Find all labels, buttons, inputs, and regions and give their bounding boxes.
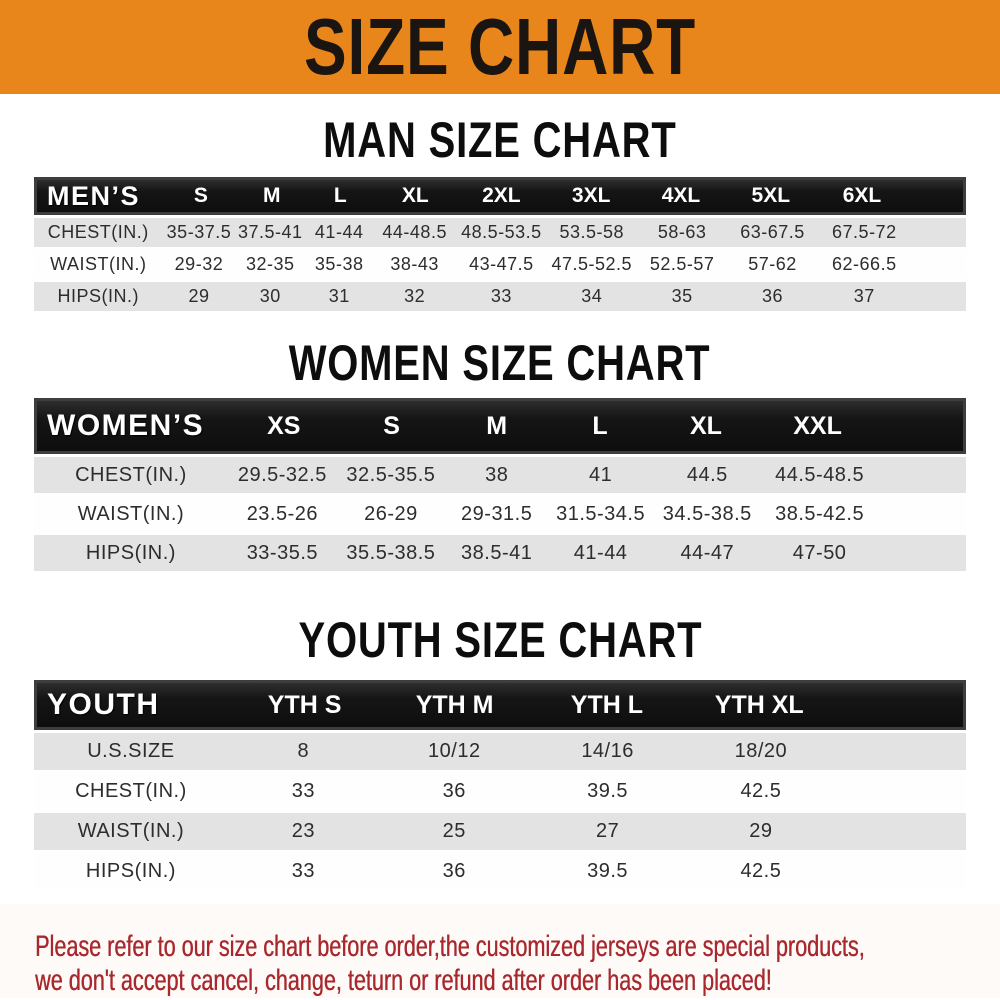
women-section-heading-text: WOMEN SIZE CHART xyxy=(289,335,711,391)
size-value-cell: 36 xyxy=(762,286,784,306)
size-value-cell: 38 xyxy=(485,463,509,486)
size-value-cell: 42.5 xyxy=(740,780,782,802)
table-row xyxy=(34,813,966,850)
size-value-cell: 25 xyxy=(442,820,466,842)
size-value-cell: 23 xyxy=(291,820,315,842)
size-value-cell: 29.5-32.5 xyxy=(237,463,327,486)
size-column-header: 4XL xyxy=(661,184,701,207)
size-value-cell: 8 xyxy=(297,740,310,762)
table-header-row xyxy=(34,177,966,215)
women-section-heading xyxy=(0,311,1000,391)
size-value-cell: 32-35 xyxy=(245,254,295,274)
size-value-cell: 29 xyxy=(749,820,773,842)
size-value-cell: 18/20 xyxy=(734,740,788,762)
row-label: CHEST(IN.) xyxy=(47,222,149,242)
row-label: WAIST(IN.) xyxy=(50,254,147,274)
size-column-header: 5XL xyxy=(751,184,791,207)
size-column-header: YTH L xyxy=(570,690,644,719)
size-column-header: S xyxy=(193,184,208,207)
size-value-cell: 32 xyxy=(404,286,426,306)
row-label: CHEST(IN.) xyxy=(75,463,187,486)
size-value-cell: 37 xyxy=(853,286,875,306)
table-header-row xyxy=(34,680,966,730)
size-value-cell: 31 xyxy=(328,286,350,306)
size-value-cell: 38-43 xyxy=(390,254,439,274)
row-label: WAIST(IN.) xyxy=(77,502,185,525)
size-value-cell: 42.5 xyxy=(740,860,782,882)
table-group-label: WOMEN’S xyxy=(47,409,205,442)
size-column-header: S xyxy=(383,411,400,440)
size-chart-banner xyxy=(0,0,1000,94)
banner-title: SIZE CHART xyxy=(304,2,696,91)
table-row xyxy=(34,535,966,571)
table-row xyxy=(34,218,966,247)
size-value-cell: 36 xyxy=(442,780,466,802)
size-value-cell: 44.5 xyxy=(686,463,728,486)
size-column-header: YTH S xyxy=(267,690,342,719)
row-label: HIPS(IN.) xyxy=(57,286,140,306)
table-row xyxy=(34,853,966,890)
size-value-cell: 14/16 xyxy=(581,740,634,762)
size-value-cell: 53.5-58 xyxy=(559,222,625,242)
table-group-label: YOUTH xyxy=(47,688,160,721)
size-value-cell: 44-48.5 xyxy=(382,222,447,242)
youth-section-heading xyxy=(0,571,1000,668)
youth-size-table xyxy=(34,680,966,890)
size-value-cell: 39.5 xyxy=(587,860,629,882)
size-column-header: 3XL xyxy=(571,184,611,207)
size-column-header: XS xyxy=(267,411,301,440)
size-column-header: M xyxy=(262,184,281,207)
size-column-header: 6XL xyxy=(842,184,882,207)
size-value-cell: 34.5-38.5 xyxy=(662,502,752,525)
row-label: HIPS(IN.) xyxy=(85,541,176,564)
footer-line-2 xyxy=(35,964,1000,998)
man-section-heading xyxy=(0,94,1000,168)
size-value-cell: 67.5-72 xyxy=(832,222,897,242)
size-column-header: L xyxy=(592,411,608,440)
youth-section-heading-text: YOUTH SIZE CHART xyxy=(298,612,702,668)
row-label: CHEST(IN.) xyxy=(75,780,187,802)
women-size-section xyxy=(0,311,1000,571)
size-value-cell: 62-66.5 xyxy=(832,254,897,274)
footer-line-1-text: Please refer to our size chart before order,the customized jerseys are special products, xyxy=(35,930,865,963)
size-value-cell: 34 xyxy=(581,286,603,306)
size-value-cell: 23.5-26 xyxy=(246,502,319,525)
size-value-cell: 35-38 xyxy=(314,254,364,274)
size-value-cell: 30 xyxy=(259,286,281,306)
size-value-cell: 37.5-41 xyxy=(237,222,303,242)
size-value-cell: 26-29 xyxy=(364,502,418,525)
size-value-cell: 41 xyxy=(588,463,613,486)
size-value-cell: 38.5-41 xyxy=(461,541,533,564)
table-row xyxy=(34,733,966,770)
size-column-header: XXL xyxy=(793,411,842,440)
size-value-cell: 47.5-52.5 xyxy=(551,254,633,274)
size-column-header: XL xyxy=(690,411,722,440)
size-value-cell: 38.5-42.5 xyxy=(775,502,865,525)
size-value-cell: 36 xyxy=(442,860,466,882)
size-value-cell: 27 xyxy=(595,820,620,842)
row-label: WAIST(IN.) xyxy=(77,820,185,842)
man-section-heading-text: MAN SIZE CHART xyxy=(323,112,677,168)
size-column-header: YTH XL xyxy=(714,690,804,719)
table-group-label: MEN’S xyxy=(47,180,141,211)
footer-line-2-text: we don't accept cancel, change, teturn or refund after order has been placed! xyxy=(35,964,772,997)
size-value-cell: 48.5-53.5 xyxy=(461,222,542,242)
size-value-cell: 63-67.5 xyxy=(740,222,805,242)
table-row xyxy=(34,496,966,532)
size-value-cell: 35-37.5 xyxy=(166,222,232,242)
table-header-row xyxy=(34,398,966,454)
size-value-cell: 33 xyxy=(490,286,512,306)
size-value-cell: 41-44 xyxy=(314,222,364,242)
size-column-header: 2XL xyxy=(482,184,521,207)
size-value-cell: 32.5-35.5 xyxy=(346,463,436,486)
size-value-cell: 41-44 xyxy=(573,541,628,564)
footer-line-1 xyxy=(35,930,1000,964)
size-column-header: M xyxy=(486,411,508,440)
row-label: U.S.SIZE xyxy=(87,740,175,762)
size-value-cell: 57-62 xyxy=(748,254,797,274)
man-size-section xyxy=(0,94,1000,311)
table-row xyxy=(34,773,966,810)
table-row xyxy=(34,282,966,311)
table-row xyxy=(34,457,966,493)
size-value-cell: 31.5-34.5 xyxy=(556,502,646,525)
row-label: HIPS(IN.) xyxy=(85,860,176,882)
size-value-cell: 33-35.5 xyxy=(246,541,319,564)
size-value-cell: 47-50 xyxy=(792,541,847,564)
size-value-cell: 29-31.5 xyxy=(461,502,533,525)
size-value-cell: 52.5-57 xyxy=(649,254,715,274)
size-column-header: L xyxy=(333,184,347,207)
size-value-cell: 33 xyxy=(291,780,315,802)
size-value-cell: 10/12 xyxy=(428,740,481,762)
size-value-cell: 44.5-48.5 xyxy=(775,463,865,486)
size-column-header: XL xyxy=(401,184,429,207)
size-value-cell: 29-32 xyxy=(174,254,224,274)
women-size-table xyxy=(34,398,966,571)
size-value-cell: 43-47.5 xyxy=(469,254,534,274)
size-value-cell: 33 xyxy=(291,860,315,882)
size-value-cell: 35.5-38.5 xyxy=(346,541,436,564)
men-size-table xyxy=(34,177,966,311)
size-value-cell: 39.5 xyxy=(587,780,629,802)
footer-note xyxy=(0,904,1000,998)
youth-size-section xyxy=(0,571,1000,890)
size-value-cell: 29 xyxy=(188,286,210,306)
size-value-cell: 35 xyxy=(671,286,693,306)
size-column-header: YTH M xyxy=(415,690,494,719)
size-value-cell: 58-63 xyxy=(657,222,707,242)
table-row xyxy=(34,250,966,279)
size-value-cell: 44-47 xyxy=(680,541,735,564)
